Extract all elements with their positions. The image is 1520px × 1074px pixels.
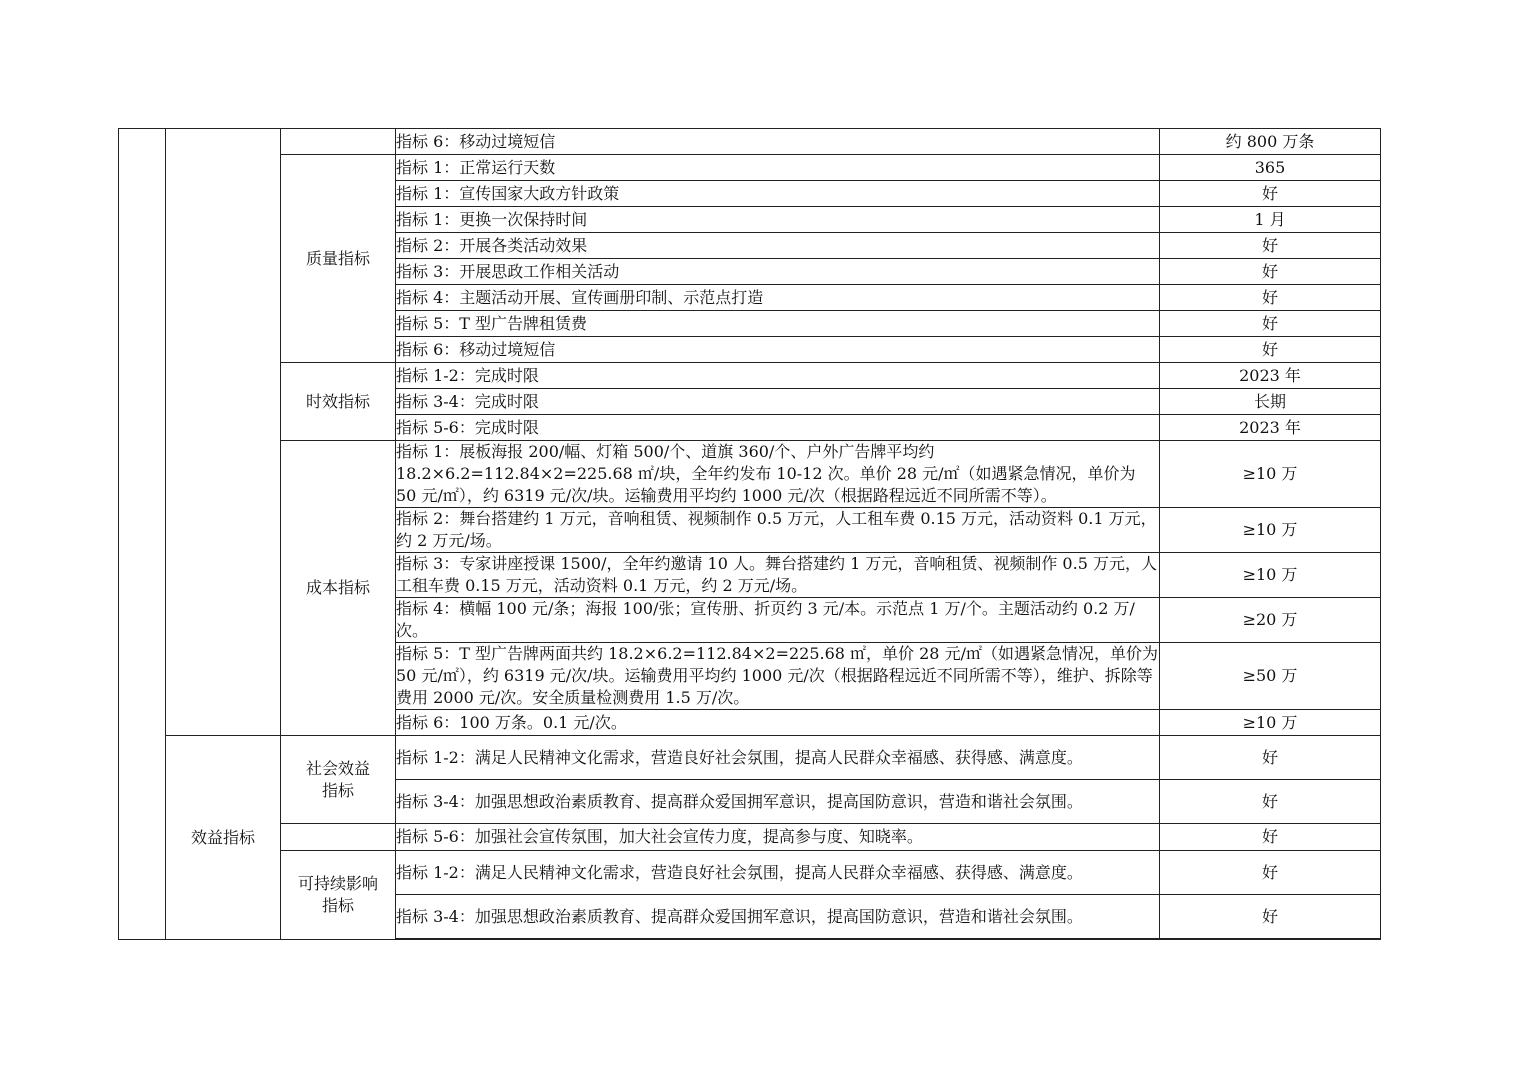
indicator-cell: 指标 3-4：完成时限	[396, 389, 1160, 415]
value-cell: 长期	[1160, 389, 1381, 415]
indicator-cell: 指标 5-6：加强社会宣传氛围，加大社会宣传力度，提高参与度、知晓率。	[396, 824, 1160, 851]
indicator-cell: 指标 2：舞台搭建约 1 万元，音响租赁、视频制作 0.5 万元，人工租车费 0.15 万元，活动资料 0.1 万元，约 2 万元/场。	[396, 508, 1160, 553]
indicator-table	[118, 128, 1381, 940]
value-cell: 好	[1160, 895, 1381, 939]
social-benefit-label-line2: 指标	[321, 780, 354, 800]
level3-cell	[281, 129, 396, 155]
table-row	[119, 736, 1381, 780]
value-cell: 好	[1160, 259, 1381, 285]
indicator-cell: 指标 1-2：满足人民精神文化需求，营造良好社会氛围，提高人民群众幸福感、获得感、满意度。	[396, 736, 1160, 780]
indicator-cell: 指标 1：更换一次保持时间	[396, 207, 1160, 233]
value-cell: 好	[1160, 780, 1381, 824]
level1-cell	[119, 129, 166, 940]
value-cell: ≥10 万	[1160, 508, 1381, 553]
indicator-cell: 指标 5-6：完成时限	[396, 415, 1160, 441]
value-cell: ≥10 万	[1160, 441, 1381, 508]
value-cell: ≥50 万	[1160, 643, 1381, 710]
table-row	[119, 363, 1381, 389]
indicator-cell: 指标 5：T 型广告牌两面共约 18.2×6.2=112.84×2=225.68 ㎡，单价 28 元/㎡（如遇紧急情况，单价为 50 元/㎡），约 6319 元/次/块。运输费用平均约 1000 元/次（根据路程远近不同所需不等），维护、拆除等费用 2000 元/次。安全质量检测费用 1.5 万/次。	[396, 643, 1160, 710]
level3-cell	[281, 824, 396, 851]
indicator-cell: 指标 4：主题活动开展、宣传画册印制、示范点打造	[396, 285, 1160, 311]
indicator-cell: 指标 4：横幅 100 元/条；海报 100/张；宣传册、折页约 3 元/本。示范点 1 万/个。主题活动约 0.2 万/次。	[396, 598, 1160, 643]
sustainable-impact-label-line1: 可持续影响	[297, 874, 378, 893]
timeliness-indicator-label: 时效指标	[281, 363, 396, 441]
value-cell: 好	[1160, 736, 1381, 780]
value-cell: 365	[1160, 155, 1381, 181]
indicator-cell: 指标 1-2：满足人民精神文化需求，营造良好社会氛围，提高人民群众幸福感、获得感、满意度。	[396, 851, 1160, 895]
indicator-cell: 指标 3-4：加强思想政治素质教育、提高群众爱国拥军意识，提高国防意识，营造和谐社会氛围。	[396, 895, 1160, 939]
value-cell: 好	[1160, 824, 1381, 851]
filler-cell	[1160, 939, 1381, 940]
indicator-cell: 指标 6：移动过境短信	[396, 337, 1160, 363]
value-cell: 好	[1160, 233, 1381, 259]
indicator-cell: 指标 1：正常运行天数	[396, 155, 1160, 181]
sustainable-impact-label-line2: 指标	[321, 896, 354, 915]
indicator-cell: 指标 3：专家讲座授课 1500/，全年约邀请 10 人。舞台搭建约 1 万元，音响租赁、视频制作 0.5 万元，人工租车费 0.15 万元，活动资料 0.1 万元，约 2 万元/场。	[396, 553, 1160, 598]
value-cell: 好	[1160, 851, 1381, 895]
value-cell: 2023 年	[1160, 363, 1381, 389]
value-cell: 好	[1160, 311, 1381, 337]
sustainable-impact-label	[281, 851, 396, 940]
indicator-cell: 指标 1-2：完成时限	[396, 363, 1160, 389]
social-benefit-label	[281, 736, 396, 824]
value-cell: 好	[1160, 181, 1381, 207]
indicator-cell: 指标 3-4：加强思想政治素质教育、提高群众爱国拥军意识，提高国防意识，营造和谐社会氛围。	[396, 780, 1160, 824]
indicator-cell: 指标 3：开展思政工作相关活动	[396, 259, 1160, 285]
level2-cell	[166, 129, 281, 736]
value-cell: 约 800 万条	[1160, 129, 1381, 155]
social-benefit-label-line1: 社会效益	[305, 758, 370, 778]
table-row	[119, 851, 1381, 895]
table-row	[119, 129, 1381, 155]
quality-indicator-label: 质量指标	[281, 155, 396, 363]
value-cell: 1 月	[1160, 207, 1381, 233]
indicator-cell: 指标 5：T 型广告牌租赁费	[396, 311, 1160, 337]
value-cell: 好	[1160, 285, 1381, 311]
table-row	[119, 824, 1381, 851]
value-cell: ≥10 万	[1160, 553, 1381, 598]
table-row	[119, 441, 1381, 508]
indicator-cell: 指标 1：展板海报 200/幅、灯箱 500/个、道旗 360/个、户外广告牌平均约 18.2×6.2=112.84×2=225.68 ㎡/块，全年约发布 10-12 次。单价 28 元/㎡（如遇紧急情况，单价为 50 元/㎡），约 6319 元/次/块。运输费用平均约 1000 元/次（根据路程远近不同所需不等）。	[396, 441, 1160, 508]
indicator-cell: 指标 6：100 万条。0.1 元/次。	[396, 710, 1160, 736]
benefit-indicator-label: 效益指标	[166, 736, 281, 940]
indicator-cell: 指标 6：移动过境短信	[396, 129, 1160, 155]
value-cell: ≥10 万	[1160, 710, 1381, 736]
table-row	[119, 155, 1381, 181]
indicator-cell: 指标 2：开展各类活动效果	[396, 233, 1160, 259]
filler-cell	[396, 939, 1160, 940]
value-cell: 好	[1160, 337, 1381, 363]
cost-indicator-label: 成本指标	[281, 441, 396, 736]
value-cell: 2023 年	[1160, 415, 1381, 441]
value-cell: ≥20 万	[1160, 598, 1381, 643]
indicator-cell: 指标 1：宣传国家大政方针政策	[396, 181, 1160, 207]
